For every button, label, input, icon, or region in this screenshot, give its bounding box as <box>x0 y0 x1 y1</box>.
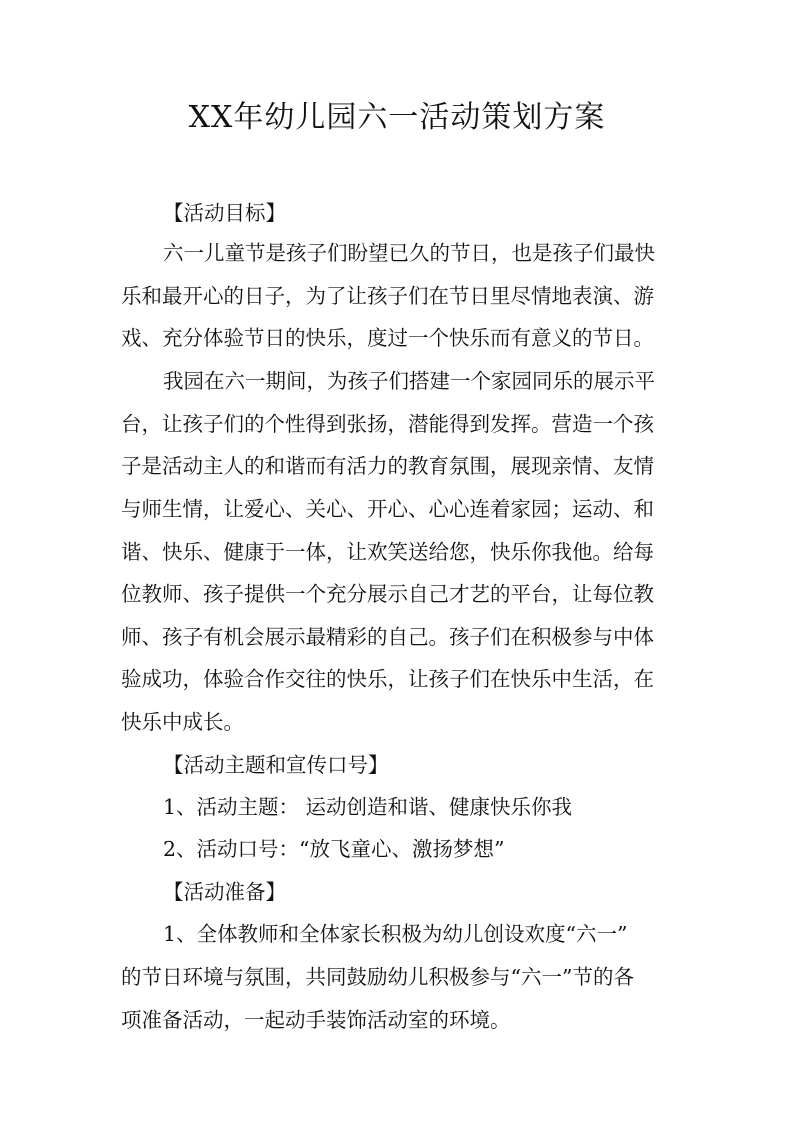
paragraph-line: 乐和最开心的日子，为了让孩子们在节日里尽情地表演、游 <box>121 284 654 308</box>
paragraph-line: 谐、快乐、健康于一体，让欢笑送给您，快乐你我他。给每 <box>121 540 654 564</box>
section-heading-theme: 【活动主题和宣传口号】 <box>163 753 389 777</box>
paragraph-line: 我园在六一期间，为孩子们搭建一个家园同乐的展示平 <box>163 369 655 393</box>
paragraph-line: 验成功，体验合作交往的快乐，让孩子们在快乐中生活，在 <box>121 667 654 691</box>
paragraph-line: 快乐中成长。 <box>121 710 244 734</box>
paragraph-line: 师、孩子有机会展示最精彩的自己。孩子们在积极参与中体 <box>121 625 654 649</box>
paragraph-line: 项准备活动，一起动手装饰活动室的环境。 <box>121 1008 511 1032</box>
list-item: 1、活动主题： 运动创造和谐、健康快乐你我 <box>163 795 573 819</box>
paragraph-line: 子是活动主人的和谐而有活力的教育氛围，展现亲情、友情 <box>121 454 654 478</box>
paragraph-line: 的节日环境与氛围，共同鼓励幼儿积极参与“六一”节的各 <box>121 965 634 989</box>
section-heading-preparation: 【活动准备】 <box>163 880 286 904</box>
paragraph-line: 戏、充分体验节日的快乐，度过一个快乐而有意义的节日。 <box>121 326 654 350</box>
paragraph-line: 与师生情，让爱心、关心、开心、心心连着家园；运动、和 <box>121 497 654 521</box>
paragraph-line: 台，让孩子们的个性得到张扬，潜能得到发挥。营造一个孩 <box>121 412 654 436</box>
paragraph-line: 六一儿童节是孩子们盼望已久的节日，也是孩子们最快 <box>163 241 655 265</box>
list-item: 2、活动口号：“放飞童心、激扬梦想” <box>163 837 505 861</box>
section-heading-goals: 【活动目标】 <box>163 201 286 225</box>
paragraph-line: 位教师、孩子提供一个充分展示自己才艺的平台，让每位教 <box>121 582 654 606</box>
document-title: XX年幼儿园六一活动策划方案 <box>188 100 606 135</box>
paragraph-line: 1、全体教师和全体家长积极为幼儿创设欢度“六一” <box>163 922 628 946</box>
